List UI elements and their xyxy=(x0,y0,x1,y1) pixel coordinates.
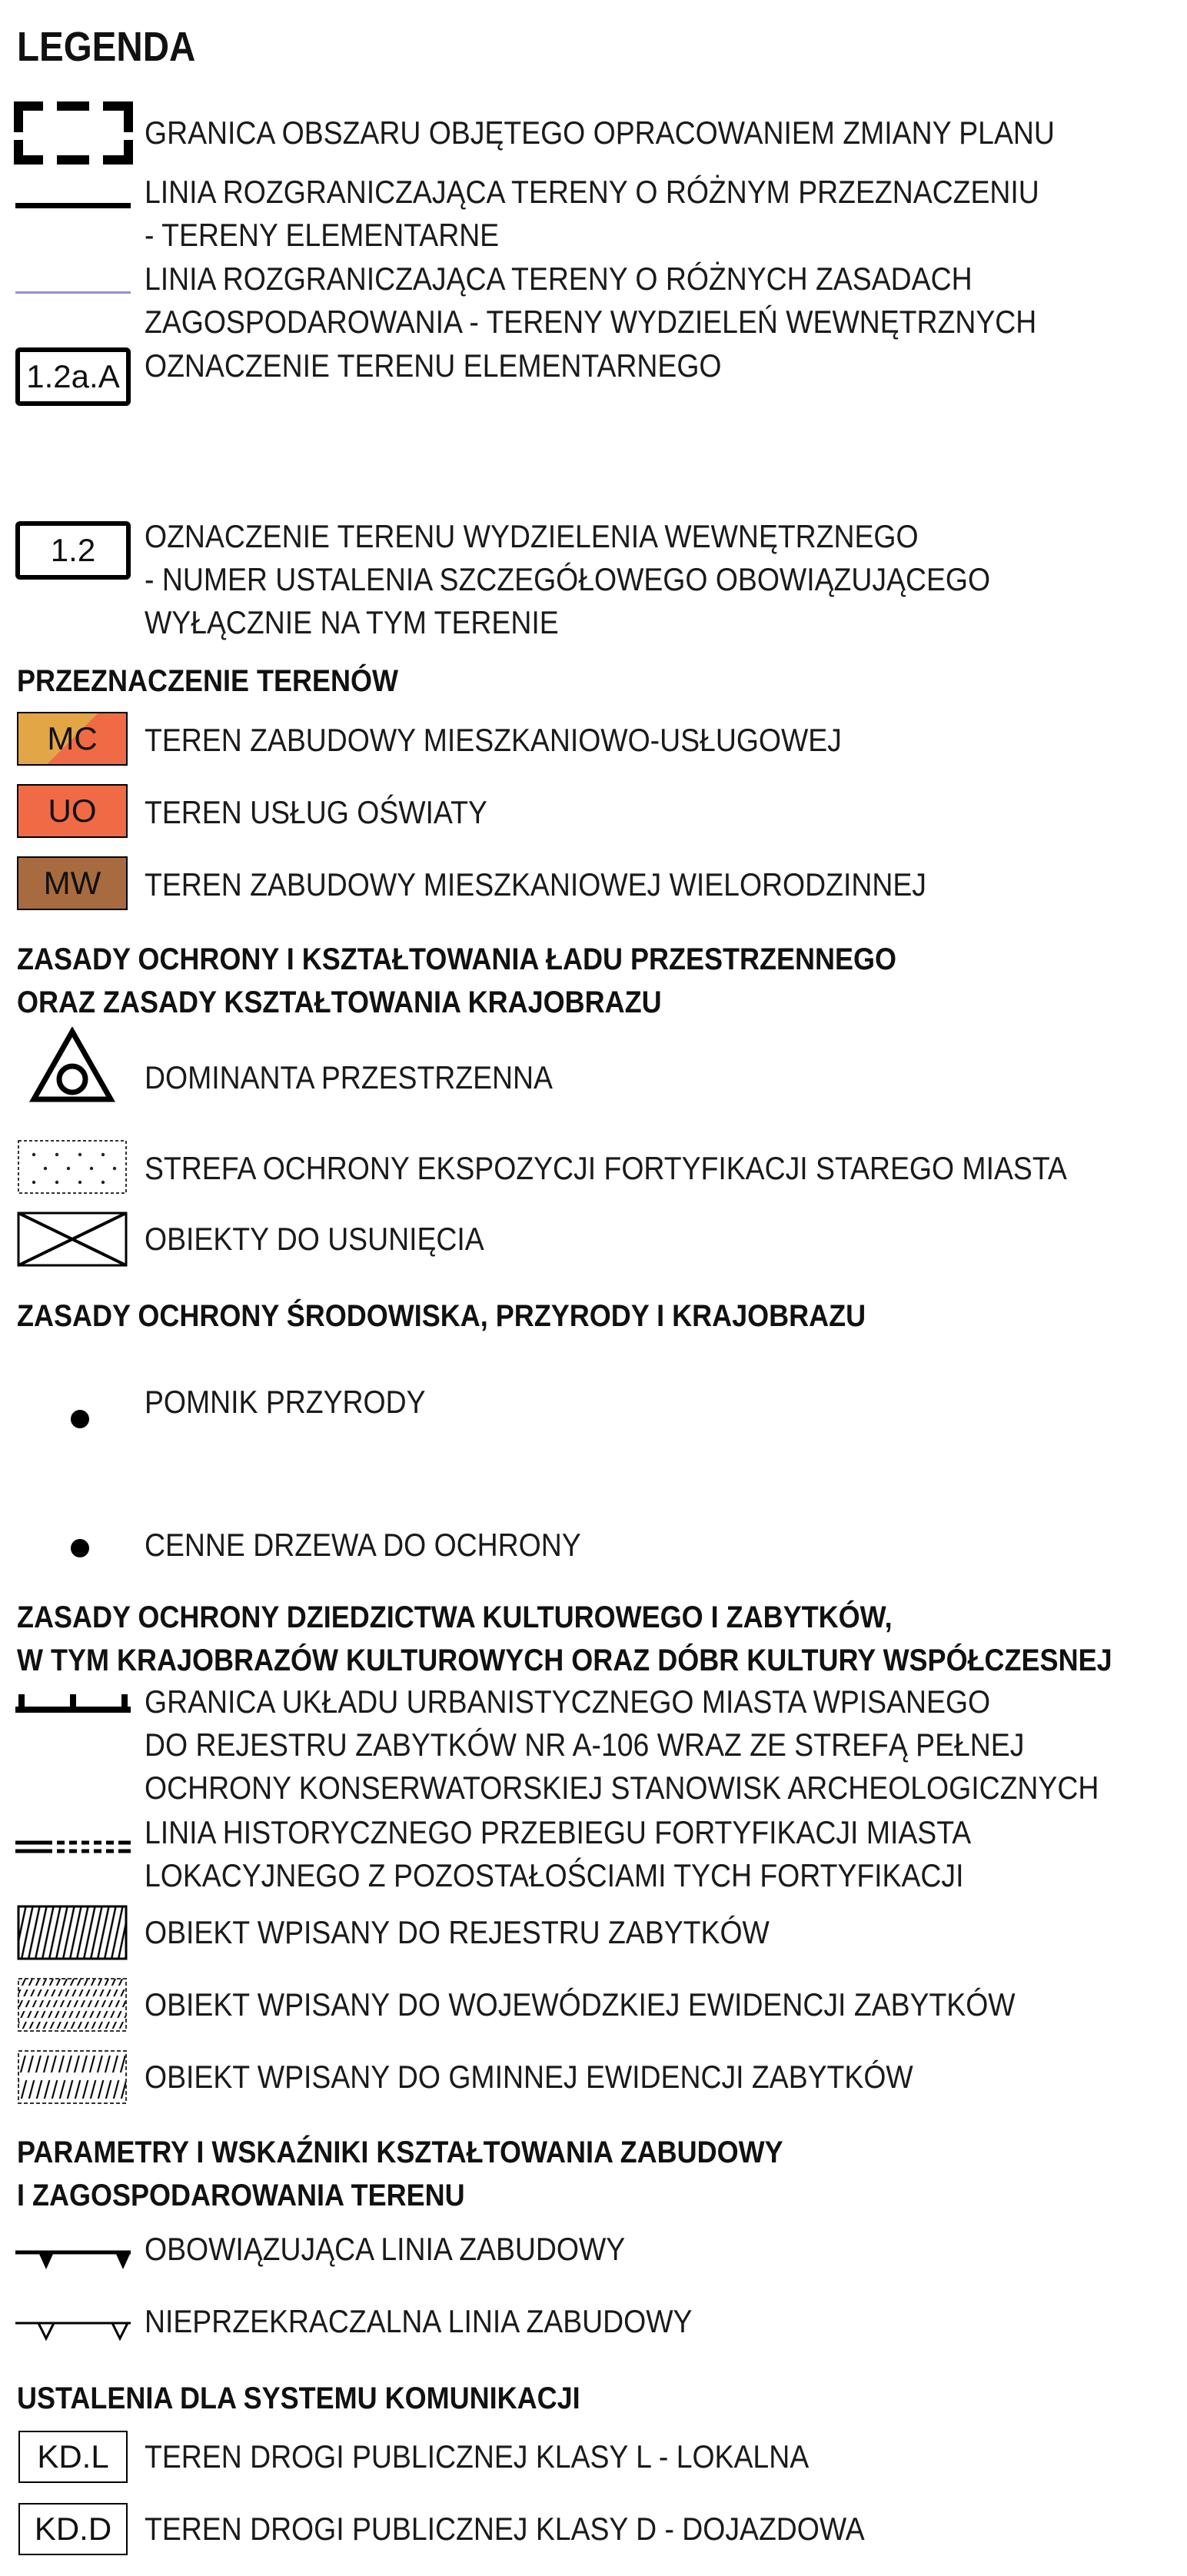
mandatory-building-line-symbol xyxy=(15,2248,131,2274)
registry-monument-symbol xyxy=(17,1905,128,1960)
mw-swatch xyxy=(17,856,128,910)
boundary-label: GRANICA OBSZARU OBJĘTEGO OPRACOWANIEM ZMIANY PLANU xyxy=(145,115,1055,151)
landuse-heading: PRZEZNACZENIE TERENÓW xyxy=(17,664,399,698)
legend-title: LEGENDA xyxy=(17,24,196,70)
elementary-code-label: OZNACZENIE TERENU ELEMENTARNEGO xyxy=(145,347,722,384)
mw-code: MW xyxy=(43,865,101,901)
mc-label: TEREN ZABUDOWY MIESZKANIOWO-USŁUGOWEJ xyxy=(145,722,842,758)
params-heading-2: I ZAGOSPODAROWANIA TERENU xyxy=(17,2179,465,2212)
municipal-record-label: OBIEKT WPISANY DO GMINNEJ EWIDENCJI ZABYTKÓW xyxy=(145,2059,913,2095)
urban-layout-label-1: GRANICA UKŁADU URBANISTYCZNEGO MIASTA WPISANEGO xyxy=(145,1684,991,1720)
dominant-label: DOMINANTA PRZESTRZENNA xyxy=(145,1059,553,1095)
dominant-icon xyxy=(29,1027,115,1104)
fortification-line-label-2: LOKACYJNEGO Z POZOSTAŁOŚCIAMI TYCH FORTYFIKACJI xyxy=(145,1857,964,1893)
remove-objects-icon xyxy=(17,1212,128,1267)
spatial-heading-1: ZASADY OCHRONY I KSZTAŁTOWANIA ŁADU PRZESTRZENNEGO xyxy=(17,942,897,976)
kdl-label: TEREN DROGI PUBLICZNEJ KLASY L - LOKALNA xyxy=(145,2438,810,2475)
internal-code-sample-text: 1.2 xyxy=(50,532,96,568)
uo-swatch xyxy=(17,784,128,838)
heritage-heading-2: W TYM KRAJOBRAZÓW KULTUROWYCH ORAZ DÓBR KULTURY WSPÓŁCZESNEJ xyxy=(17,1644,1112,1677)
elementary-line-label-1: LINIA ROZGRANICZAJĄCA TERENY O RÓŻNYM PRZEZNACZENIU xyxy=(145,174,1039,210)
urban-layout-label-3: OCHRONY KONSERWATORSKIEJ STANOWISK ARCHEOLOGICZNYCH xyxy=(145,1770,1099,1806)
voivodeship-record-label: OBIEKT WPISANY DO WOJEWÓDZKIEJ EWIDENCJI ZABYTKÓW xyxy=(145,1986,1016,2023)
remove-objects-label: OBIEKTY DO USUNIĘCIA xyxy=(145,1221,484,1257)
urban-layout-boundary-symbol xyxy=(15,1693,131,1716)
natural-monument-label: POMNIK PRZYRODY xyxy=(145,1384,426,1420)
kdl-code-box xyxy=(18,2431,128,2483)
fortification-line-label-1: LINIA HISTORYCZNEGO PRZEBIEGU FORTYFIKACJI MIASTA xyxy=(145,1814,972,1850)
internal-code-label-1: OZNACZENIE TERENU WYDZIELENIA WEWNĘTRZNEGO xyxy=(145,518,919,554)
heritage-heading-1: ZASADY OCHRONY DZIEDZICTWA KULTUROWEGO I ZABYTKÓW, xyxy=(17,1600,893,1634)
valuable-tree-label: CENNE DRZEWA DO OCHRONY xyxy=(145,1527,581,1563)
max-building-line-label: NIEPRZEKRACZALNA LINIA ZABUDOWY xyxy=(145,2303,693,2339)
kdl-code: KD.L xyxy=(37,2438,109,2475)
mc-swatch xyxy=(17,712,128,766)
registry-monument-label: OBIEKT WPISANY DO REJESTRU ZABYTKÓW xyxy=(145,1914,770,1950)
fortification-zone-label: STREFA OCHRONY EKSPOZYCJI FORTYFIKACJI STAREGO MIASTA xyxy=(145,1150,1067,1186)
plan-boundary-symbol xyxy=(14,101,133,165)
voivodeship-record-symbol xyxy=(17,1977,128,2033)
max-building-line-symbol xyxy=(15,2318,131,2345)
uo-code: UO xyxy=(48,793,97,829)
mw-label: TEREN ZABUDOWY MIESZKANIOWEJ WIELORODZINNEJ xyxy=(145,866,926,902)
internal-line-symbol xyxy=(15,291,131,294)
elementary-code-sample-text: 1.2a.A xyxy=(26,358,120,394)
internal-line-label-1: LINIA ROZGRANICZAJĄCA TERENY O RÓŻNYCH ZASADACH xyxy=(145,261,973,297)
nature-heading: ZASADY OCHRONY ŚRODOWISKA, PRZYRODY I KRAJOBRAZU xyxy=(17,1299,866,1333)
internal-code-label-2: - NUMER USTALENIA SZCZEGÓŁOWEGO OBOWIĄZUJĄCEGO xyxy=(145,561,991,597)
kdd-code: KD.D xyxy=(34,2511,112,2547)
uo-label: TEREN USŁUG OŚWIATY xyxy=(145,794,487,830)
elementary-line-label-2: - TERENY ELEMENTARNE xyxy=(145,217,500,253)
natural-monument-icon xyxy=(71,1410,89,1428)
kdd-label: TEREN DROGI PUBLICZNEJ KLASY D - DOJAZDOWA xyxy=(145,2511,865,2547)
spatial-heading-2: ORAZ ZASADY KSZTAŁTOWANIA KRAJOBRAZU xyxy=(17,986,662,1019)
mandatory-building-line-label: OBOWIĄZUJĄCA LINIA ZABUDOWY xyxy=(145,2231,626,2267)
valuable-tree-icon xyxy=(71,1539,89,1557)
mc-code: MC xyxy=(47,720,98,756)
internal-line-label-2: ZAGOSPODAROWANIA - TERENY WYDZIELEŃ WEWNĘTRZNYCH xyxy=(145,304,1037,340)
transport-heading: USTALENIA DLA SYSTEMU KOMUNIKACJI xyxy=(17,2382,580,2415)
elementary-code-sample xyxy=(15,347,131,406)
internal-code-sample xyxy=(15,521,131,580)
municipal-record-symbol xyxy=(17,2049,128,2105)
urban-layout-label-2: DO REJESTRU ZABYTKÓW NR A-106 WRAZ ZE STREFĄ PEŁNEJ xyxy=(145,1727,1025,1763)
internal-code-label-3: WYŁĄCZNIE NA TYM TERENIE xyxy=(145,604,559,640)
kdd-code-box xyxy=(18,2503,128,2555)
fortification-zone-symbol xyxy=(17,1139,128,1195)
fortification-line-symbol xyxy=(15,1839,131,1856)
elementary-line-symbol xyxy=(15,203,131,208)
params-heading-1: PARAMETRY I WSKAŹNIKI KSZTAŁTOWANIA ZABUDOWY xyxy=(17,2136,783,2169)
